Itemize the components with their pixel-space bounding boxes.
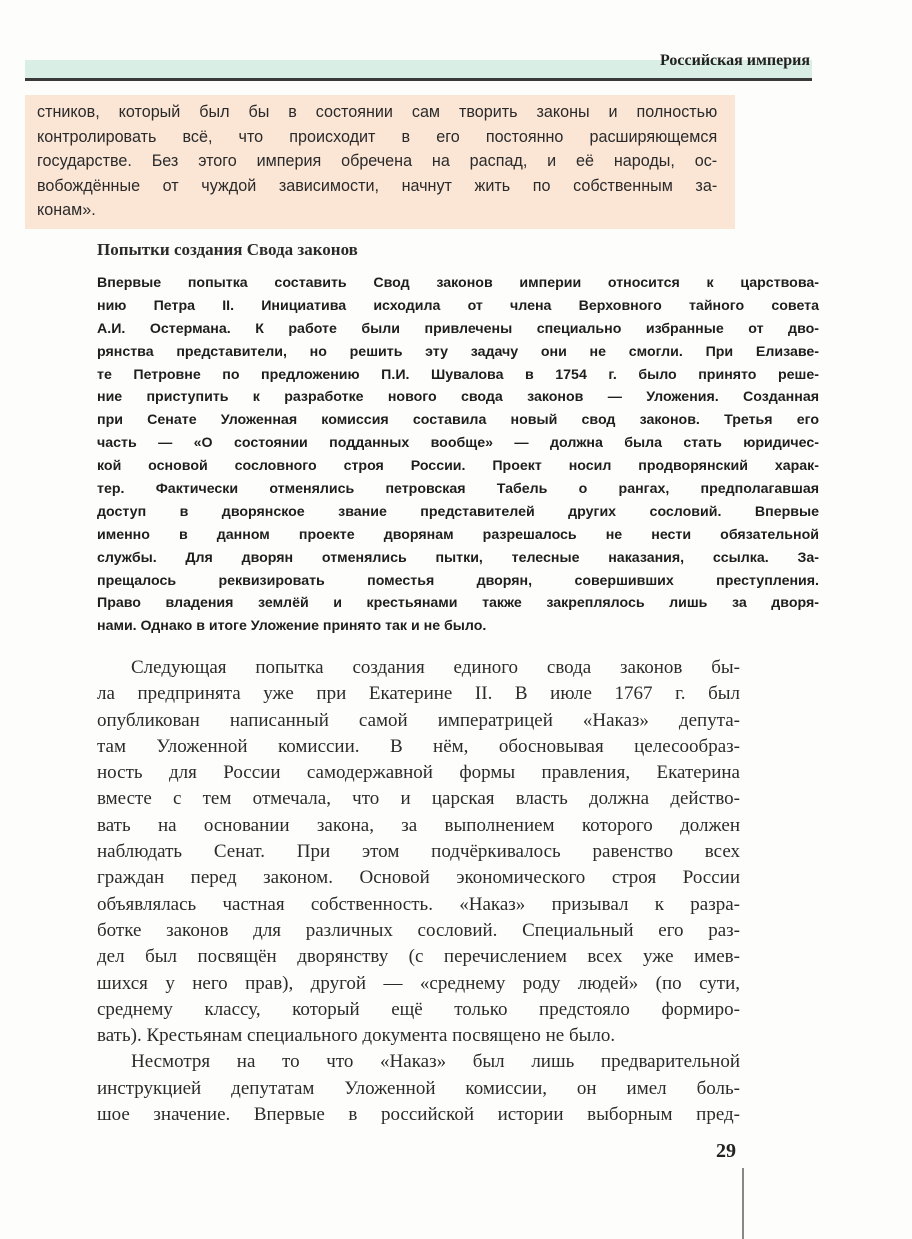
text-line: шое значение. Впервые в российской истории выборным пред- [97, 1104, 740, 1126]
text-line: нами. Однако в итоге Уложение принято так и не было. [97, 618, 487, 635]
text-line: ность для России самодержавной формы правления, Екатерина [97, 762, 740, 784]
text-line: кой основой сословного строя России. Проект носил продворянский харак- [97, 458, 819, 475]
text-line: Несмотря на то что «Наказ» был лишь предварительной [131, 1051, 740, 1073]
text-line: прещалось реквизировать поместья дворян, совершивших преступления. [97, 572, 819, 589]
text-line: Впервые попытка составить Свод законов империи относится к царствова- [97, 275, 819, 291]
text-line: наблюдать Сенат. При этом подчёркивалось равенство всех [97, 841, 740, 863]
text-line: тер. Фактически отменялись петровская Табель о рангах, предполагавшая [97, 481, 819, 498]
text-line: нию Петра II. Инициатива исходила от члена Верховного тайного совета [97, 297, 819, 314]
header-rule [25, 78, 812, 81]
text-line: среднему классу, который ещё только предстояло формиро- [97, 998, 740, 1020]
text-line: ние приступить к разработке нового свода законов — Уложения. Созданная [97, 389, 819, 406]
text-line: вобождённые от чуждой зависимости, начнут жить по собственным за- [37, 175, 718, 195]
text-line: ла предпринята уже при Екатерине II. В июле 1767 г. был [97, 683, 740, 705]
main-text [97, 655, 740, 1128]
text-line: ботке законов для различных сословий. Специальный его раз- [97, 919, 740, 941]
margin-rule [742, 1168, 744, 1239]
text-line: Следующая попытка создания единого свода законов бы- [131, 657, 740, 678]
running-title: Российская империя [660, 52, 810, 69]
text-line: конам». [37, 200, 96, 219]
text-line: вместе с тем отмечала, что и царская власть должна действо- [97, 788, 740, 810]
text-line: вать). Крестьянам специального документа посвящено не было. [97, 1025, 616, 1047]
text-line: инструкцией депутатам Уложенной комиссии, он имел боль- [97, 1077, 740, 1099]
text-line: государстве. Без этого империя обречена на распад, и её народы, ос- [37, 151, 718, 170]
bold-paragraph [97, 272, 819, 638]
text-line: рянства представители, но решить эту задачу они не смогли. При Елизаве- [97, 343, 819, 360]
quote-text [37, 100, 717, 223]
text-line: доступ в дворянское звание представителей других сословий. Впервые [97, 503, 819, 520]
section-heading: Попытки создания Свода законов [97, 240, 358, 259]
text-line: стников, который был бы в состоянии сам творить законы и полностью [37, 102, 718, 121]
text-line: Право владения землёй и крестьянами также закреплялось лишь за дворя- [97, 595, 819, 612]
text-line: службы. Для дворян отменялись пытки, телесные наказания, ссылка. За- [97, 549, 819, 566]
text-line: граждан перед законом. Основой экономического строя России [97, 867, 740, 889]
text-line: при Сенате Уложенная комиссия составила новый свод законов. Третья его [97, 412, 819, 429]
page-number: 29 [716, 1140, 736, 1162]
text-line: те Петровне по предложению П.И. Шувалова в 1754 г. было принято реше- [97, 366, 819, 383]
text-line: объявлялась частная собственность. «Наказ» призывал к разра- [97, 893, 740, 915]
text-line: часть — «О состоянии подданных вообще» — должна была стать юридичес- [97, 435, 819, 452]
text-line: вать на основании закона, за выполнением которого должен [97, 814, 740, 836]
text-line: дел был посвящён дворянству (с перечислением всех уже имев- [97, 946, 740, 968]
text-line: там Уложенной комиссии. В нём, обосновывая целесообраз- [97, 735, 740, 757]
text-line: шихся у него прав), другой — «среднему роду людей» (по сути, [97, 972, 740, 994]
text-line: опубликован написанный самой императрицей «Наказ» депута- [97, 709, 740, 731]
text-line: А.И. Остермана. К работе были привлечены специально избранные от дво- [97, 320, 819, 337]
text-line: именно в данном проекте дворянам разрешалось не нести обязательной [97, 526, 819, 543]
text-line: контролировать всё, что происходит в его постоянно расширяющемся [37, 126, 718, 146]
